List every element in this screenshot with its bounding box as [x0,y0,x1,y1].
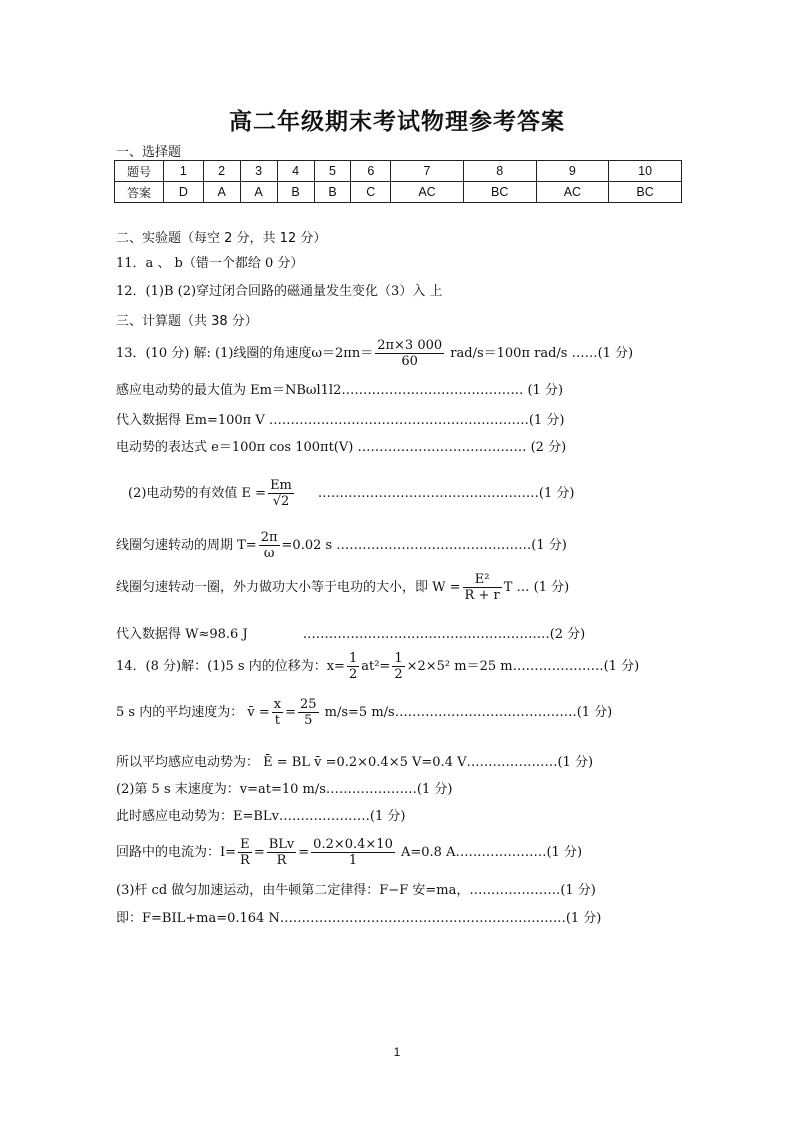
denominator: √2 [272,494,290,509]
table-cell: 1 [164,161,204,182]
table-header-answer: 答案 [115,182,164,203]
q14-line-3: 所以平均感应电动势为： Ē = BL v̄ =0.2×0.4×5 V=0.4 V…………………(1 分) [116,755,594,770]
table-cell: A [240,182,277,203]
denominator: t [274,713,280,728]
numerator: 1 [394,651,403,666]
text: 5 s 内的平均速度为： v̄ = [116,705,270,720]
text: ……………………………………………(1 分) [317,486,575,501]
text: T … (1 分) [503,580,570,595]
text: = [285,705,296,720]
table-cell: 3 [240,161,277,182]
table-cell: 5 [314,161,351,182]
table-cell: 10 [609,161,682,182]
q14-line-7: (3)杆 cd 做匀加速运动，由牛顿第二定律得：F−F 安=ma，…………………(1 分) [116,883,596,898]
q14-line-5: 此时感应电动势为：E=BLv…………………(1 分) [116,809,406,824]
text: …………………………………………………(2 分) [302,627,586,642]
q13-line-6 [116,530,567,561]
numerator: x [273,697,282,712]
text: 14．(8 分)解：(1)5 s 内的位移为：x= [116,659,345,674]
page-title: 高二年级期末考试物理参考答案 [229,109,565,135]
fraction [298,697,319,728]
table-cell: 9 [536,161,609,182]
fraction [392,651,404,682]
text: 线圈匀速转动一圈，外力做功大小等于电功的大小，即 W = [116,580,461,595]
numerator: 1 [348,651,358,666]
q14-line-2 [116,697,612,728]
table-cell: 8 [463,161,536,182]
answer-q12: 12．(1)B (2)穿过闭合回路的磁通量发生变化（3）入 上 [116,284,443,299]
q13-line-1 [116,338,633,369]
text: 线圈匀速转动的周期 T= [116,538,257,553]
table-cell: AC [536,182,609,203]
q13-line-3: 代入数据得 Em=100π V ……………………………………………………(1 分) [116,413,565,428]
q14-line-4: (2)第 5 s 末速度为：v=at=10 m/s…………………(1 分) [116,782,453,797]
table-cell: B [314,182,351,203]
answer-table [114,160,682,203]
table-cell: BC [609,182,682,203]
q13-line-4: 电动势的表达式 e＝100π cos 100πt(V) ………………………………… (2 分) [116,440,567,455]
table-cell: A [203,182,240,203]
text: = [298,845,310,860]
table-cell: C [351,182,391,203]
text: ×2×5² m＝25 m…………………(1 分) [406,659,640,674]
q13-line-7 [116,572,569,603]
page-number: 1 [393,1045,401,1059]
numerator: 2π×3 000 [377,338,443,353]
text: = [253,845,265,860]
fraction [272,697,283,728]
q14-line-1 [116,651,639,682]
denominator: R + r [464,588,500,603]
numerator: 0.2×0.4×10 [313,837,393,852]
fraction [311,837,395,868]
text: A=0.8 A…………………(1 分) [396,845,583,860]
q13-line-2: 感应电动势的最大值为 Em＝NBωl1l2…………………………………… (1 分) [116,383,564,398]
fraction [267,837,297,868]
q13-line-8 [116,627,585,643]
denominator: 1 [348,853,358,868]
table-header-question: 题号 [115,161,164,182]
fraction [463,572,502,603]
text: at²= [361,659,391,674]
fraction [238,837,252,868]
table-cell: B [277,182,314,203]
denominator: 5 [304,713,313,728]
text: 代入数据得 W≈98.6 J [116,627,248,642]
table-cell: 6 [351,161,391,182]
numerator: Em [270,478,292,493]
fraction [347,651,359,682]
fraction [268,478,294,509]
text: 13．(10 分) 解: (1)线圈的角速度ω＝2πn＝ [116,346,374,361]
table-cell: BC [463,182,536,203]
section-heading-experiment: 二、实验题（每空 2 分，共 12 分） [116,231,327,246]
table-cell: AC [391,182,464,203]
section-heading-calculation: 三、计算题（共 38 分） [116,314,258,329]
fraction [259,530,280,561]
denominator: 2 [348,667,358,682]
numerator: 2π [260,530,278,545]
table-row-questions [115,161,682,182]
denominator: R [240,853,250,868]
numerator: E² [463,572,502,588]
denominator: ω [263,546,275,561]
text: m/s=5 m/s……………………………………(1 分) [320,705,613,720]
numerator: 25 [299,697,317,712]
denominator: R [276,853,287,868]
text: rad/s＝100π rad/s ……(1 分) [446,346,634,361]
fraction [375,338,444,369]
table-cell: 2 [203,161,240,182]
answer-q11: 11．a 、 b（错一个都给 0 分） [116,256,304,271]
q14-line-8: 即：F=BIL+ma=0.164 N…………………………………………………………(1 分) [116,911,602,926]
numerator: E [238,837,252,853]
q13-line-5 [128,478,574,509]
text: 回路中的电流为：I= [116,845,237,860]
numerator: BLv [268,837,295,852]
section-heading-choice: 一、选择题 [116,145,182,160]
table-cell: 7 [391,161,464,182]
text: =0.02 s ………………………………………(1 分) [281,538,567,553]
q14-line-6 [116,837,582,868]
table-cell: D [164,182,204,203]
denominator: 60 [401,354,418,369]
table-row-answers [115,182,682,203]
text: (2)电动势的有效值 E = [128,486,267,501]
denominator: 2 [394,667,403,682]
table-cell: 4 [277,161,314,182]
